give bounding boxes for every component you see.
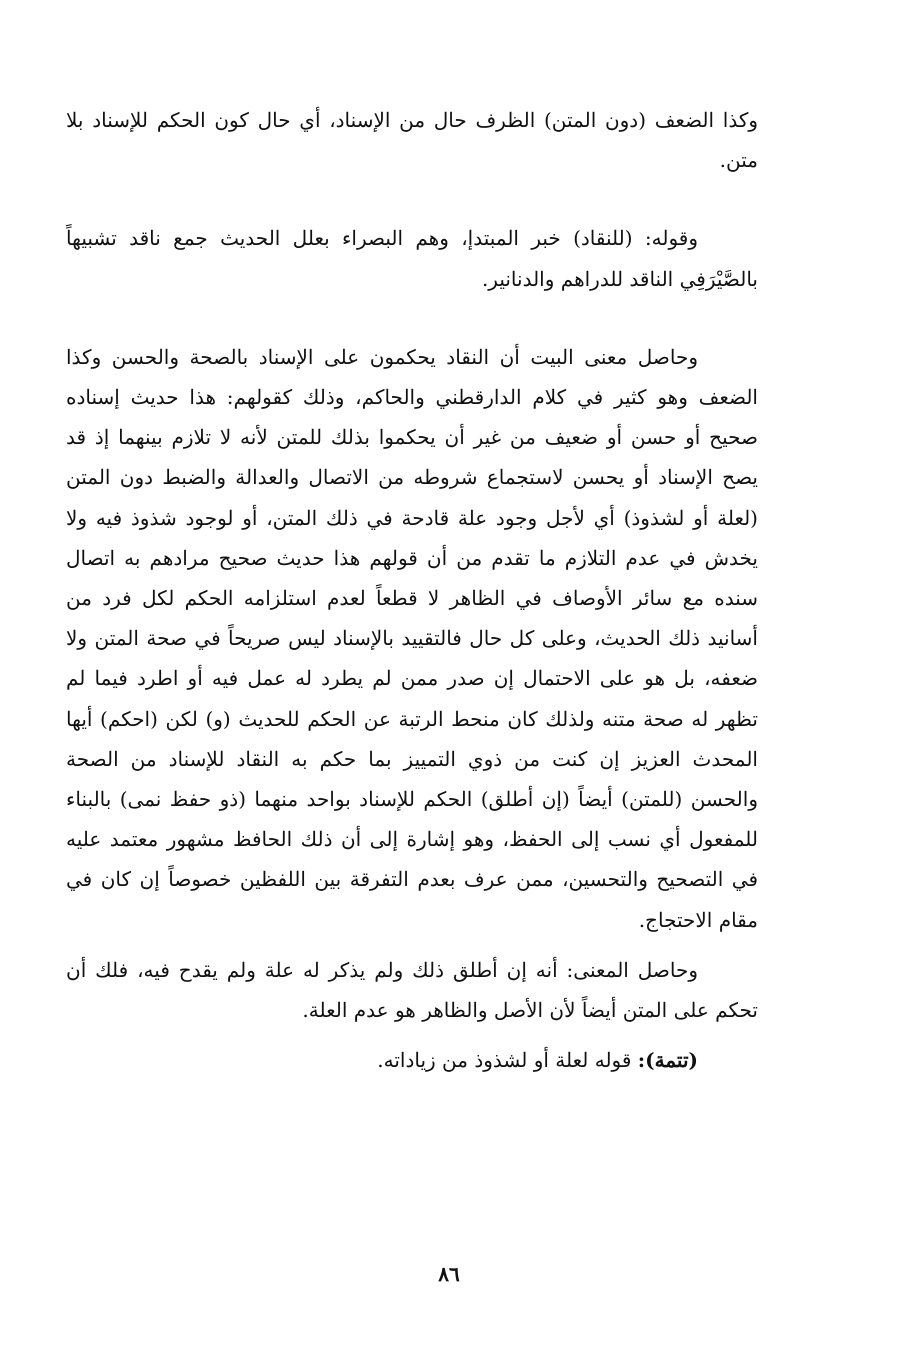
tatimma-note	[66, 1040, 758, 1080]
paragraph-nuqqad: وقوله: (للنقاد) خبر المبتدإ، وهم البصراء بعلل الحديث جمع ناقد تشبيهاً بالصَّيْرَفِي الناقد للدراهم والدنانير.	[66, 226, 758, 291]
tatimma-text: قوله لعلة أو لشذوذ من زياداته.	[377, 1048, 632, 1073]
paragraph-weakness-isnad: وكذا الضعف (دون المتن) الظرف حال من الإسناد، أي حال كون الحكم للإسناد بلا متن.	[66, 108, 758, 173]
body-text	[66, 100, 758, 1080]
tatimma-label: (تتمة):	[637, 1048, 698, 1073]
paragraph-summary: وحاصل المعنى: أنه إن أطلق ذلك ولم يذكر له علة ولم يقدح فيه، فلك أن تحكم على المتن أيضاً لأن الأصل والظاهر هو عدم العلة.	[66, 957, 758, 1023]
page-number: ٨٦	[438, 1262, 460, 1286]
paragraph-verse-meaning: وحاصل معنى البيت أن النقاد يحكمون على الإسناد بالصحة والحسن وكذا الضعف وهو كثير في كلام الدارقطني والحاكم، وذلك كقولهم: هذا حديث إسناده صحيح أو حسن أو ضعيف من غير أن يحكموا بذلك للمتن لأنه لا تلازم بينهما إذ قد يصح الإسناد أو يحسن لاستجماع شروطه من الاتصال والعدالة والضبط دون المتن (لعلة أو لشذوذ) أي لأجل وجود علة قادحة في ذلك المتن، أو لوجود شذوذ فيه ولا يخدش في عدم التلازم ما تقدم من أن قولهم هذا حديث صحيح مرادهم به اتصال سنده مع سائر الأوصاف في الظاهر لا قطعاً لعدم استلزامه الحكم لكل فرد من أسانيد ذلك الحديث، وعلى كل حال فالتقييد بالإسناد ليس صريحاً في صحة المتن ولا ضعفه، بل هو على الاحتمال إن صدر ممن لم يطرد له عمل فيه أو اطرد فيما لم تظهر له صحة متنه ولذلك كان منحط الرتبة عن الحكم للحديث (و) لكن (احكم) أيها المحدث العزيز إن كنت من ذوي التمييز بما حكم به النقاد للإسناد من الصحة والحسن (للمتن) أيضاً (إن أطلق) الحكم للإسناد بواحد منهما (ذو حفظ نمى) بالبناء للمفعول أي نسب إلى الحفظ، وهو إشارة إلى أن ذلك الحافظ مشهور معتمد عليه في التصحيح والتحسين، ممن عرف بعدم التفرقة بين اللفظين خصوصاً إن كان في مقام الاحتجاج.	[66, 344, 758, 932]
